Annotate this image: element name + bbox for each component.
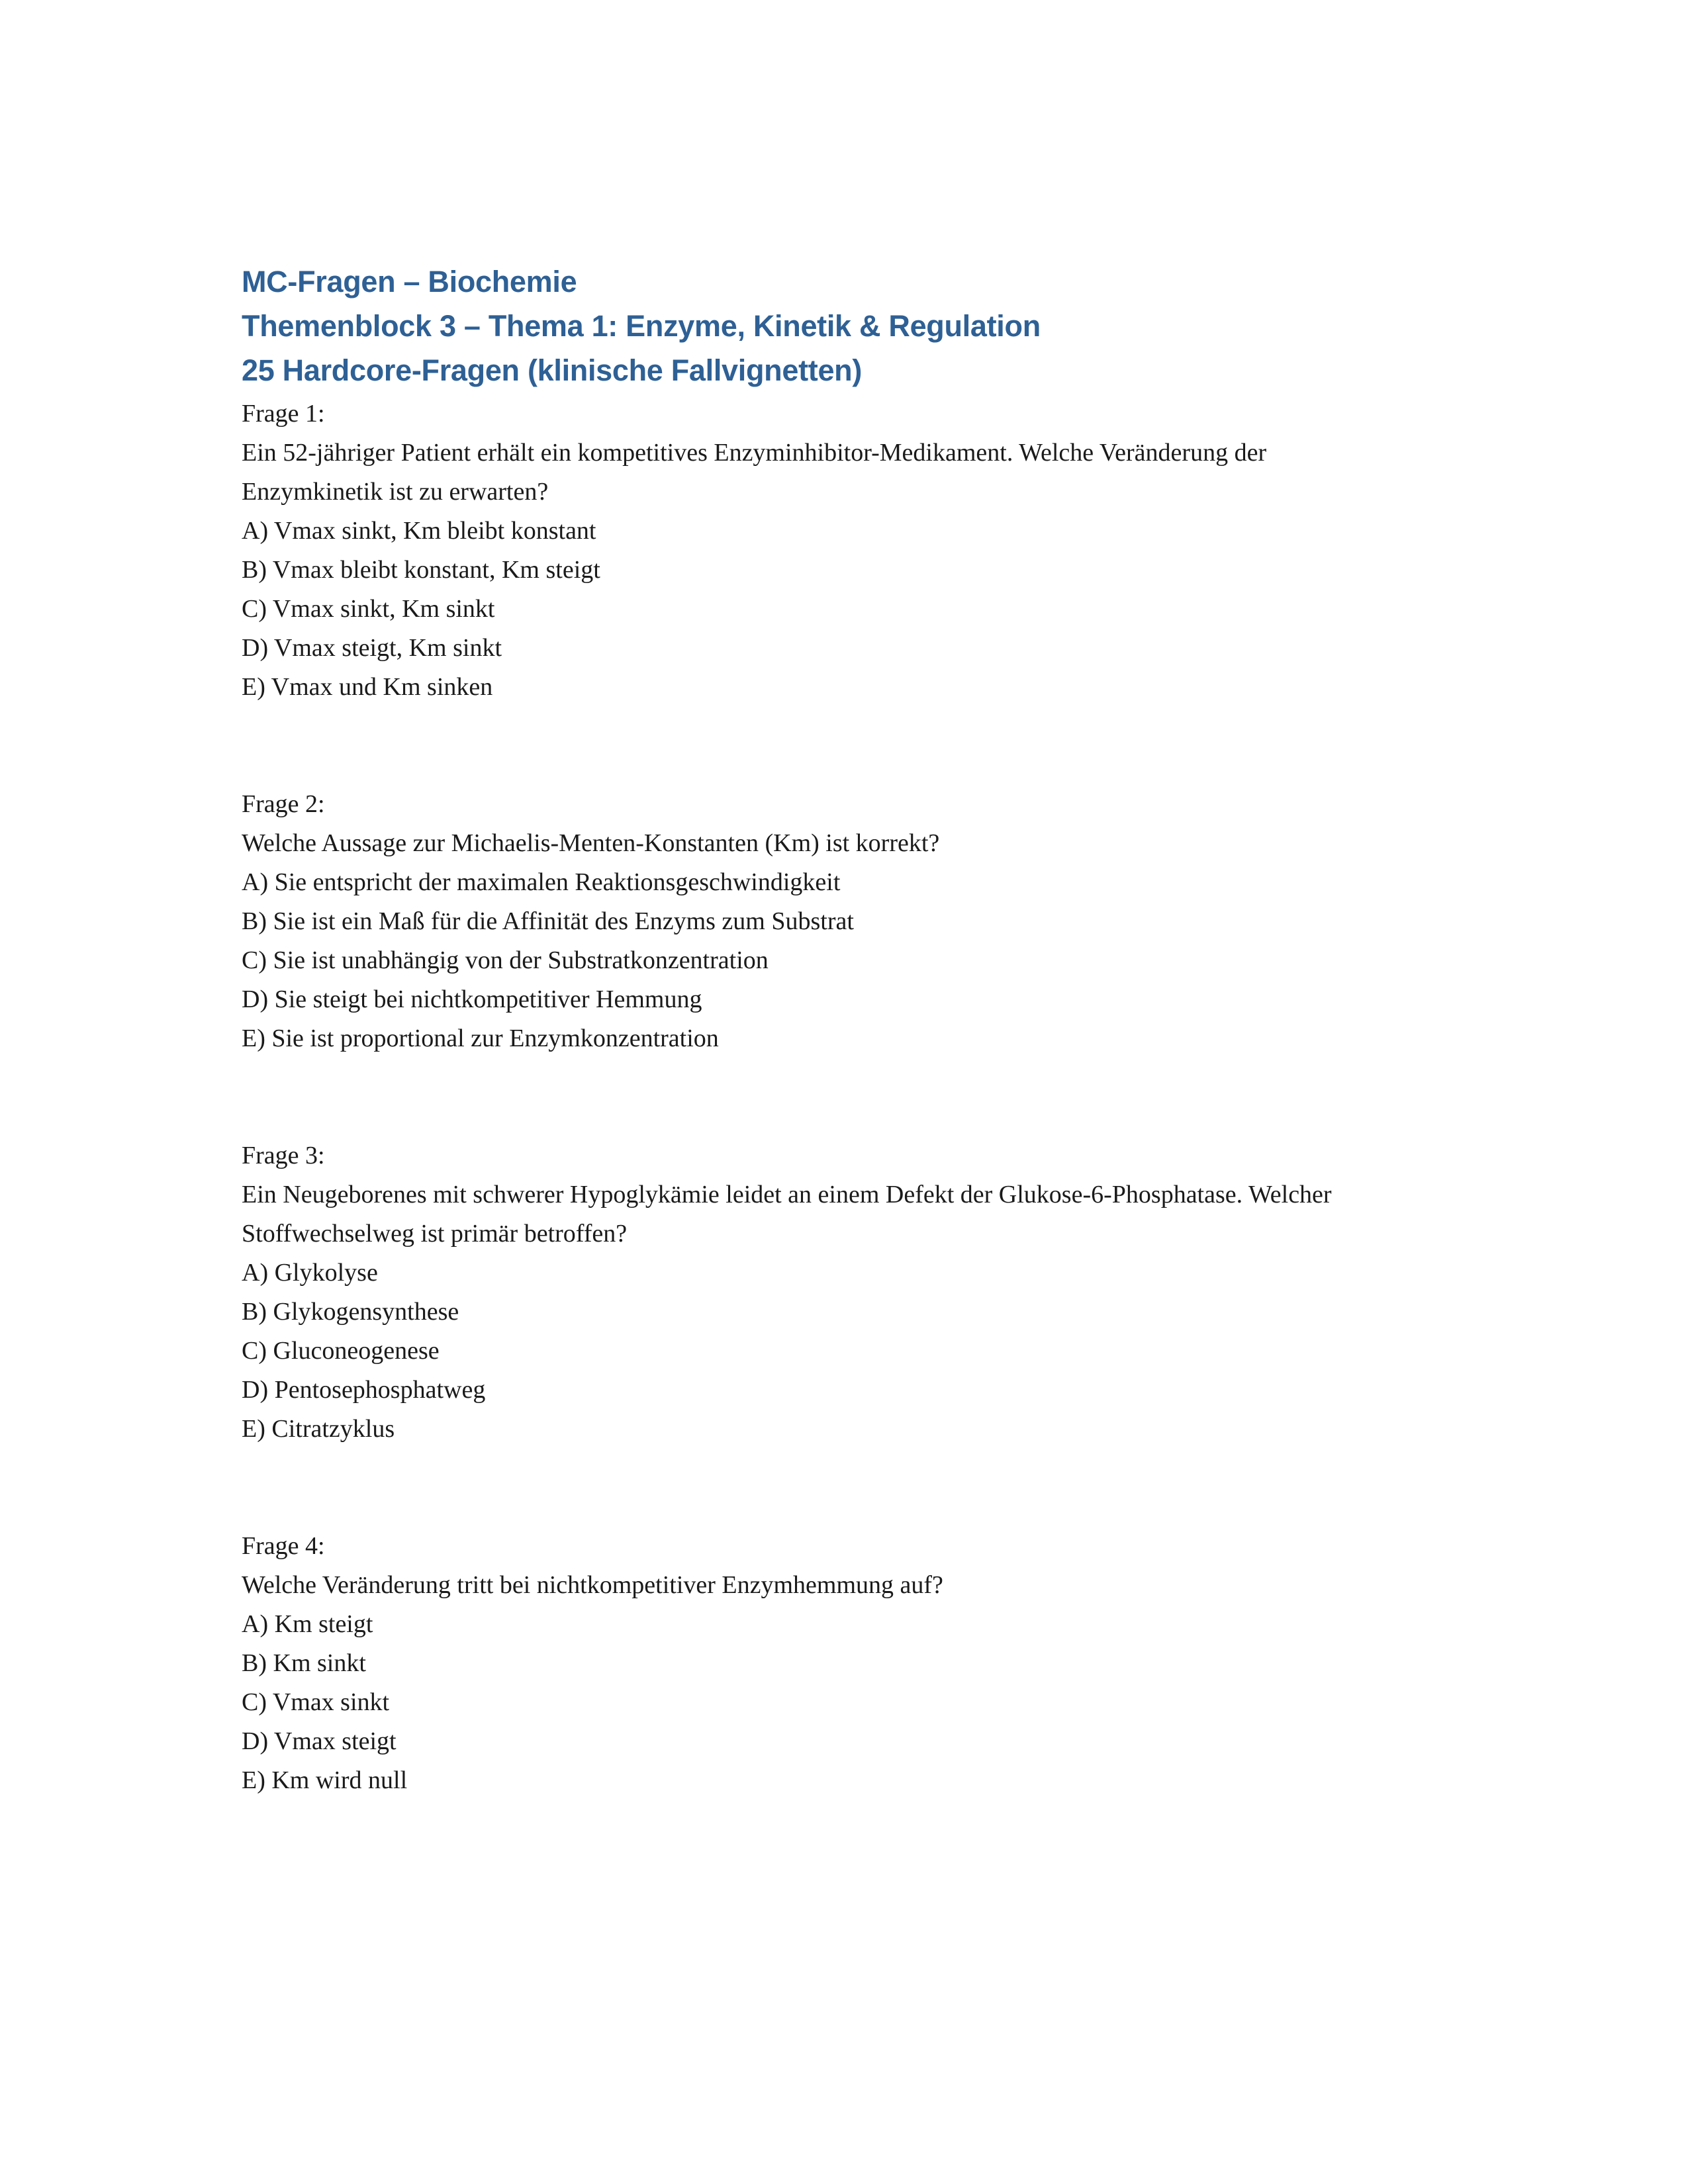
page-title: MC-Fragen – Biochemie: [242, 265, 577, 298]
answer-option: D) Vmax steigt, Km sinkt: [242, 634, 502, 662]
document-title-group: [242, 259, 1367, 392]
answer-option: B) Vmax bleibt konstant, Km steigt: [242, 556, 600, 584]
question-stem: Ein Neugeborenes mit schwerer Hypoglykämie leidet an einem Defekt der Glukose-6-Phosphatase. Welcher Stoffwechselweg ist primär betroffen?: [242, 1181, 1338, 1248]
answer-option: E) Sie ist proportional zur Enzymkonzentration: [242, 1024, 719, 1052]
answer-option: E) Km wird null: [242, 1766, 408, 1794]
answer-option: A) Km steigt: [242, 1610, 373, 1638]
question-block: [242, 785, 1367, 1058]
question-block: [242, 1136, 1367, 1449]
question-label: Frage 1:: [242, 400, 325, 428]
answer-option: C) Vmax sinkt, Km sinkt: [242, 595, 495, 623]
answer-option: C) Vmax sinkt: [242, 1688, 390, 1716]
answer-option: C) Sie ist unabhängig von der Substratkonzentration: [242, 946, 769, 974]
answer-option: E) Vmax und Km sinken: [242, 673, 493, 701]
page-subtitle: Themenblock 3 – Thema 1: Enzyme, Kinetik & Regulation: [242, 309, 1041, 343]
answer-option: A) Sie entspricht der maximalen Reaktionsgeschwindigkeit: [242, 868, 841, 896]
answer-option: B) Glykogensynthese: [242, 1298, 459, 1326]
question-label: Frage 2:: [242, 790, 325, 818]
question-stem: Welche Veränderung tritt bei nichtkompetitiver Enzymhemmung auf?: [242, 1571, 943, 1599]
question-block: [242, 1527, 1367, 1800]
answer-option: A) Glykolyse: [242, 1259, 378, 1287]
answer-option: A) Vmax sinkt, Km bleibt konstant: [242, 517, 596, 545]
document-content: [242, 259, 1367, 1800]
answer-option: B) Km sinkt: [242, 1649, 366, 1677]
answer-option: C) Gluconeogenese: [242, 1337, 440, 1365]
question-stem: Ein 52-jähriger Patient erhält ein kompetitives Enzyminhibitor-Medikament. Welche Veränderung der Enzymkinetik ist zu erwarten?: [242, 439, 1273, 506]
question-block: [242, 394, 1367, 707]
answer-option: E) Citratzyklus: [242, 1415, 395, 1443]
answer-option: D) Pentosephosphatweg: [242, 1376, 486, 1404]
question-label: Frage 4:: [242, 1532, 325, 1560]
answer-option: D) Sie steigt bei nichtkompetitiver Hemmung: [242, 985, 702, 1013]
question-stem: Welche Aussage zur Michaelis-Menten-Konstanten (Km) ist korrekt?: [242, 829, 940, 857]
answer-option: D) Vmax steigt: [242, 1727, 397, 1755]
question-label: Frage 3:: [242, 1142, 325, 1169]
answer-option: B) Sie ist ein Maß für die Affinität des Enzyms zum Substrat: [242, 907, 854, 935]
page-subtitle-2: 25 Hardcore-Fragen (klinische Fallvignetten): [242, 353, 863, 387]
